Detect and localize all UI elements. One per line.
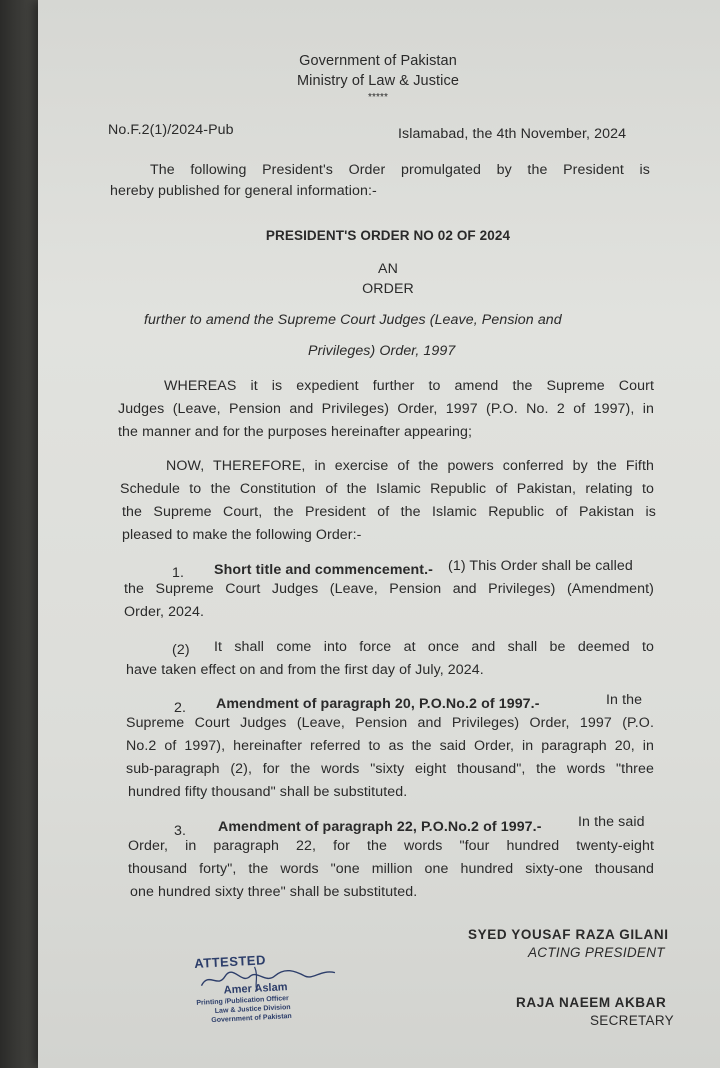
signatory-2-title: SECRETARY bbox=[590, 1013, 674, 1028]
section-2-line-2: Supreme Court Judges (Leave, Pension and Privileges) Order, 1997 (P.O. bbox=[126, 715, 654, 731]
section-2-number: 2. bbox=[174, 700, 187, 716]
whereas-line-3: the manner and for the purposes hereinafter appearing; bbox=[118, 424, 473, 440]
section-3-number: 3. bbox=[174, 823, 187, 839]
order-title: PRESIDENT'S ORDER NO 02 OF 2024 bbox=[265, 228, 511, 243]
reference-number: No.F.2(1)/2024-Pub bbox=[108, 122, 234, 138]
section-3-line-3: thousand forty", the words "one million one hundred sixty-one thousand bbox=[128, 861, 654, 877]
section-3-heading: Amendment of paragraph 22, P.O.No.2 of 1997.- bbox=[218, 819, 542, 835]
section-1-line-3: Order, 2024. bbox=[124, 604, 205, 620]
now-therefore-line-2: Schedule to the Constitution of the Islamic Republic of Pakistan, relating to bbox=[120, 481, 654, 497]
order-an: AN bbox=[378, 261, 398, 277]
section-3-line-4: one hundred sixty three" shall be substituted. bbox=[130, 884, 418, 900]
now-therefore-line-3: the Supreme Court, the President of the Islamic Republic of Pakistan is bbox=[122, 504, 656, 520]
place-date: Islamabad, the 4th November, 2024 bbox=[398, 126, 627, 142]
signatory-1-name: SYED YOUSAF RAZA GILANI bbox=[468, 927, 669, 942]
section-2-line-3: No.2 of 1997), hereinafter referred to as the said Order, in paragraph 20, in bbox=[126, 738, 654, 754]
stamp-attested: ATTESTED bbox=[193, 952, 267, 971]
signatory-2-name: RAJA NAEEM AKBAR bbox=[516, 995, 667, 1010]
attestation-stamp bbox=[194, 948, 348, 1040]
header-stars: ***** bbox=[368, 92, 388, 103]
now-therefore-line-1: NOW, THEREFORE, in exercise of the powers conferred by the Fifth bbox=[166, 458, 654, 474]
section-1-number: 1. bbox=[172, 565, 185, 581]
section-1-heading: Short title and commencement.- bbox=[214, 562, 433, 578]
stamp-line-3: Government of Pakistan bbox=[211, 1012, 292, 1025]
background-edge bbox=[0, 0, 40, 1068]
section-3-text: In the said bbox=[578, 814, 645, 830]
order-word: ORDER bbox=[362, 281, 414, 297]
section-2-line-5: hundred fifty thousand" shall be substituted. bbox=[128, 784, 408, 800]
whereas-line-1: WHEREAS it is expedient further to amend the Supreme Court bbox=[164, 378, 654, 394]
stamp-line-1: Printing /Publication Officer bbox=[196, 995, 290, 1007]
header-ministry: Ministry of Law & Justice bbox=[296, 73, 460, 89]
section-1-sub-2-number: (2) bbox=[172, 642, 190, 658]
purpose-line-2: Privileges) Order, 1997 bbox=[308, 343, 456, 359]
stamp-line-2: Law & Justice Division bbox=[214, 1003, 291, 1015]
purpose-line-1: further to amend the Supreme Court Judges (Leave, Pension and bbox=[144, 312, 562, 328]
section-1-sub-2-line-1: It shall come into force at once and shall be deemed to bbox=[214, 639, 654, 655]
section-2-line-4: sub-paragraph (2), for the words "sixty eight thousand", the words "three bbox=[126, 761, 654, 777]
intro-line-1: The following President's Order promulgated by the President is bbox=[150, 162, 650, 178]
section-2-text: In the bbox=[606, 692, 643, 708]
section-1-text: (1) This Order shall be called bbox=[448, 558, 633, 574]
signatory-1-title: ACTING PRESIDENT bbox=[528, 945, 665, 960]
now-therefore-line-4: pleased to make the following Order:- bbox=[122, 527, 362, 543]
section-1-sub-2-line-2: have taken effect on and from the first day of July, 2024. bbox=[126, 662, 484, 678]
stamp-name: Amer Aslam bbox=[223, 981, 288, 997]
document-page bbox=[38, 0, 720, 1068]
whereas-line-2: Judges (Leave, Pension and Privileges) Order, 1997 (P.O. No. 2 of 1997), in bbox=[118, 401, 654, 417]
section-1-line-2: the Supreme Court Judges (Leave, Pension and Privileges) (Amendment) bbox=[124, 581, 654, 597]
section-3-line-2: Order, in paragraph 22, for the words "four hundred twenty-eight bbox=[128, 838, 654, 854]
header-government: Government of Pakistan bbox=[299, 53, 457, 69]
intro-line-2: hereby published for general information:- bbox=[110, 183, 377, 199]
section-2-heading: Amendment of paragraph 20, P.O.No.2 of 1997.- bbox=[216, 696, 540, 712]
